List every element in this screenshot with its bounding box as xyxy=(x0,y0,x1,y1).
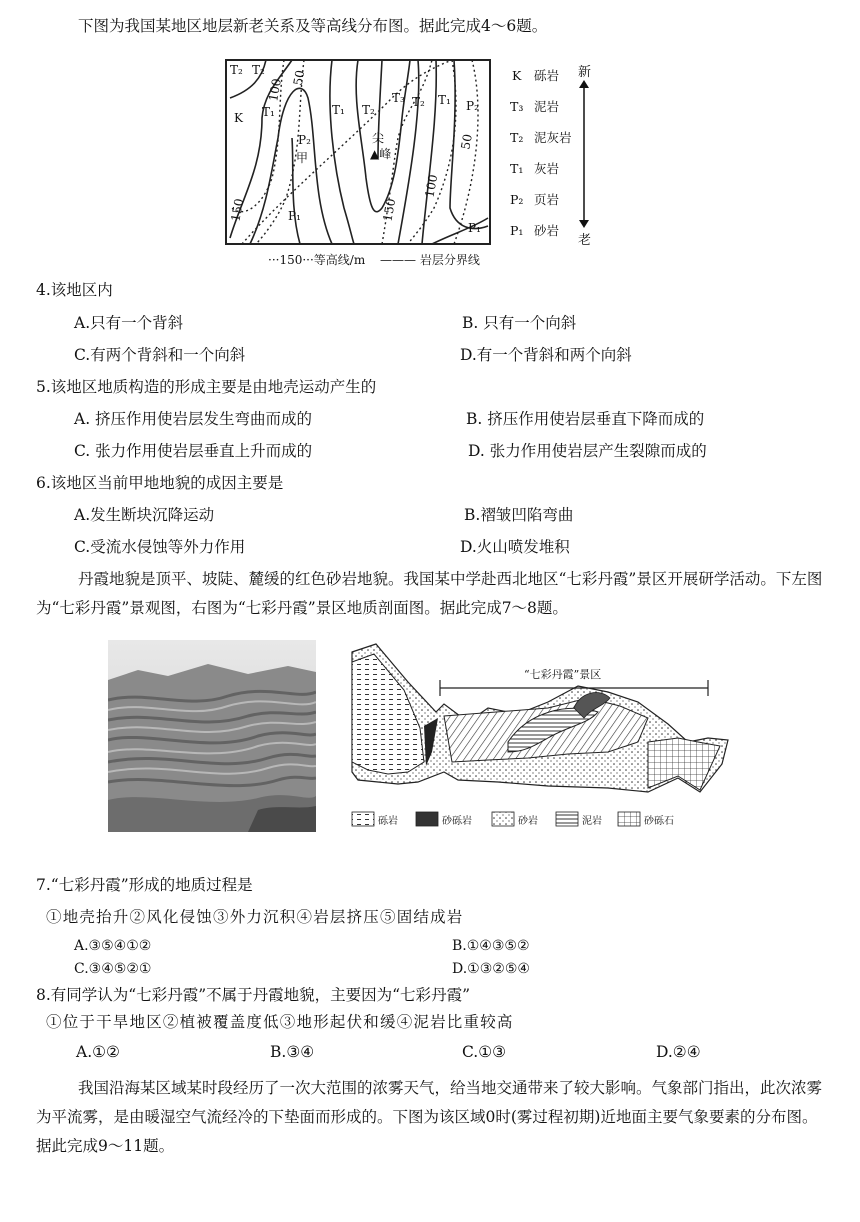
danxia-landscape-photo xyxy=(108,640,316,832)
svg-text:泥灰岩: 泥灰岩 xyxy=(534,130,572,145)
svg-text:▲峰: ▲峰 xyxy=(370,147,392,161)
svg-text:P₁: P₁ xyxy=(510,223,524,238)
q8-items: ①位于干旱地区②植被覆盖度低③地形起伏和缓④泥岩比重较高 xyxy=(46,1013,514,1031)
q7-option-c: C.③④⑤②① xyxy=(74,961,152,977)
legend-boundary: ——— 岩层分界线 xyxy=(380,253,480,267)
legend-new: 新 xyxy=(578,65,592,80)
q6-stem: 6.该地区当前甲地地貌的成因主要是 xyxy=(36,474,284,492)
svg-text:T₁: T₁ xyxy=(332,103,345,117)
q4-option-a: A.只有一个背斜 xyxy=(74,314,184,332)
q7-option-b: B.①④③⑤② xyxy=(452,938,530,954)
q6-option-d: D.火山喷发堆积 xyxy=(460,538,570,556)
svg-text:50: 50 xyxy=(458,132,475,151)
svg-text:T₂: T₂ xyxy=(230,63,243,77)
q6-option-a: A.发生断块沉降运动 xyxy=(74,506,215,524)
q4-stem: 4.该地区内 xyxy=(36,281,113,299)
q5-stem: 5.该地区地质构造的形成主要是由地壳运动产生的 xyxy=(36,378,377,396)
svg-text:T₁: T₁ xyxy=(262,105,275,119)
svg-text:P₁: P₁ xyxy=(468,221,481,235)
q8-option-b: B.③④ xyxy=(270,1043,315,1061)
q8-option-d: D.②④ xyxy=(656,1043,701,1061)
section-legend-2: 砂岩 xyxy=(518,816,538,827)
svg-text:页岩: 页岩 xyxy=(534,192,560,207)
svg-text:砂岩: 砂岩 xyxy=(534,223,560,238)
svg-text:P₂: P₂ xyxy=(510,192,524,207)
geologic-contour-map xyxy=(222,58,602,270)
svg-text:泥岩: 泥岩 xyxy=(534,99,560,114)
svg-text:P₁: P₁ xyxy=(288,209,301,223)
q7-option-d: D.①③②⑤④ xyxy=(452,961,530,977)
svg-text:50: 50 xyxy=(290,69,308,87)
svg-text:T₃: T₃ xyxy=(510,99,524,114)
svg-text:尖: 尖 xyxy=(372,131,385,145)
svg-text:100: 100 xyxy=(266,77,284,103)
q7-items: ①地壳抬升②风化侵蚀③外力沉积④岩层挤压⑤固结成岩 xyxy=(46,908,464,926)
q7-stem: 7.“七彩丹霞”形成的地质过程是 xyxy=(36,876,253,894)
svg-text:T₃: T₃ xyxy=(392,91,405,105)
svg-text:P₂: P₂ xyxy=(298,133,311,147)
q6-option-c: C.受流水侵蚀等外力作用 xyxy=(74,538,246,556)
section-area-label: “七彩丹霞”景区 xyxy=(524,668,602,681)
q6-option-b: B.褶皱凹陷弯曲 xyxy=(464,506,574,524)
svg-text:P₂: P₂ xyxy=(466,99,479,113)
svg-text:T₂: T₂ xyxy=(362,103,375,117)
svg-text:T₂: T₂ xyxy=(510,130,524,145)
q8-option-c: C.①③ xyxy=(462,1043,507,1061)
q4-option-b: B. 只有一个向斜 xyxy=(462,314,577,332)
svg-text:150: 150 xyxy=(228,197,247,223)
q5-option-b: B. 挤压作用使岩层垂直下降而成的 xyxy=(466,410,705,428)
q8-stem: 8.有同学认为“七彩丹霞”不属于丹霞地貌，主要因为“七彩丹霞” xyxy=(36,986,470,1004)
svg-text:甲: 甲 xyxy=(296,151,309,165)
q7-option-a: A.③⑤④①② xyxy=(74,938,152,954)
q5-option-d: D. 张力作用使岩层产生裂隙而成的 xyxy=(468,442,707,460)
section-legend-4: 砂砾石 xyxy=(644,816,674,827)
intro-text-3: 我国沿海某区域某时段经历了一次大范围的浓雾天气，给当地交通带来了较大影响。气象部门指出，此次浓雾为平流雾，是由暖湿空气流经冷的下垫面而形成的。下图为该区域0时(雾过程初期)近地面主要气象要素的分布图。据此完成9～11题。 xyxy=(36,1079,823,1155)
intro-text-2: 丹霞地貌是顶平、坡陡、麓缓的红色砂岩地貌。我国某中学赴西北地区“七彩丹霞”景区开展研学活动。下左图为“七彩丹霞”景观图，右图为“七彩丹霞”景区地质剖面图。据此完成7～8题。 xyxy=(36,570,823,617)
section-legend-0: 砾岩 xyxy=(378,816,398,827)
q5-option-c: C. 张力作用使岩层垂直上升而成的 xyxy=(74,442,313,460)
svg-text:150: 150 xyxy=(380,197,399,223)
legend-old: 老 xyxy=(578,233,592,248)
svg-text:T₁: T₁ xyxy=(510,161,524,176)
section-legend-3: 泥岩 xyxy=(582,816,602,827)
q5-option-a: A. 挤压作用使岩层发生弯曲而成的 xyxy=(74,410,313,428)
svg-text:K: K xyxy=(512,68,522,83)
svg-text:T₂: T₂ xyxy=(252,63,265,77)
legend-contour: ···150···等高线/m xyxy=(268,253,366,267)
svg-text:T₂: T₂ xyxy=(412,95,425,109)
q8-option-a: A.①② xyxy=(76,1043,120,1061)
svg-text:T₁: T₁ xyxy=(438,93,451,107)
svg-text:灰岩: 灰岩 xyxy=(534,161,560,176)
svg-text:K: K xyxy=(234,111,243,125)
svg-text:砾岩: 砾岩 xyxy=(534,68,560,83)
section-legend-1: 砂砾岩 xyxy=(442,816,472,827)
q4-option-d: D.有一个背斜和两个向斜 xyxy=(460,346,632,364)
intro-text-1: 下图为我国某地区地层新老关系及等高线分布图。据此完成4～6题。 xyxy=(78,17,548,35)
geologic-cross-section xyxy=(348,642,744,838)
svg-text:100: 100 xyxy=(422,173,441,199)
q4-option-c: C.有两个背斜和一个向斜 xyxy=(74,346,246,364)
